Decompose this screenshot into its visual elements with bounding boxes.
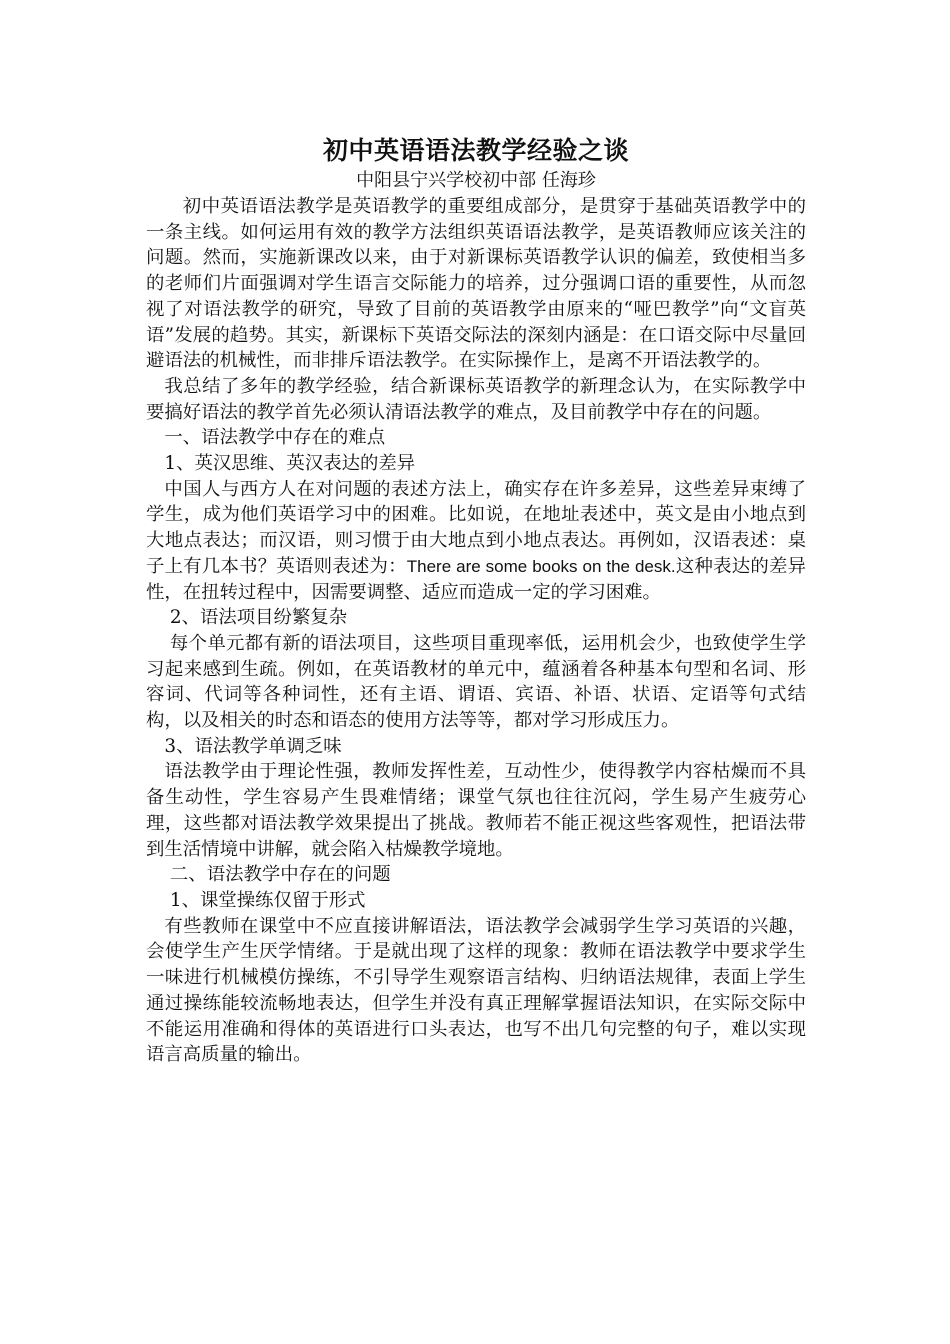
author-line: 中阳县宁兴学校初中部 任海珍 <box>356 170 596 191</box>
section-1-sub-3-paragraph: 语法教学由于理论性强，教师发挥性差，互动性少，使得教学内容枯燥而不具备生动性，学生容易产生畏难情绪；课堂气氛也往往沉闷，学生易产生疲劳心理，这些都对语法教学效果提出了挑战。教师若不能正视这些客观性，把语法带到生活情境中讲解，就会陷入枯燥教学境地。 <box>146 761 806 860</box>
section-1-sub-1-paragraph <box>146 477 806 606</box>
english-example-sentence: There are some books on the desk. <box>406 556 676 576</box>
section-2-sub-1-paragraph: 有些教师在课堂中不应直接讲解语法，语法教学会减弱学生学习英语的兴趣，会使学生产生厌学情绪。于是就出现了这样的现象：教师在语法教学中要求学生一味进行机械模仿操练，不引导学生观察语言结构、归纳语法规律，表面上学生通过操练能较流畅地表达，但学生并没有真正理解掌握语法知识，在实际交际中不能运用准确和得体的英语进行口头表达，也写不出几句完整的句子，难以实现语言高质量的输出。 <box>146 915 806 1066</box>
section-2-sub-1-heading: 1、课堂操练仅留于形式 <box>169 889 366 911</box>
document-title: 初中英语语法教学经验之谈 <box>322 136 629 165</box>
section-2-heading: 二、语法教学中存在的问题 <box>169 864 391 886</box>
paragraph-text-a: 中国人与西方人在对问题的表述方法上，确实存在许多差异，这些差异束缚了学生，成为他们英语学习中的困难。比如说，在地址表述中，英文是由小地点到大地点表达；而汉语，则习惯于由大地点到小地点表达。再例如，汉语表述：桌子上有几本书？英语则表述为： <box>146 478 806 577</box>
intro-paragraph-1: 初中英语语法教学是英语教学的重要组成部分，是贯穿于基础英语教学中的一条主线。如何运用有效的教学方法组织英语语法教学，是英语教师应该关注的问题。然而，实施新课改以来，由于对新课标英语教学认识的偏差，致使相当多的老师们片面强调对学生语言交际能力的培养，过分强调口语的重要性，从而忽视了对语法教学的研究，导致了目前的英语教学由原来的“哑巴教学”向“文盲英语”发展的趋势。其实，新课标下英语交际法的深刻内涵是：在口语交际中尽量回避语法的机械性，而非排斥语法教学。在实际操作上，是离不开语法教学的。 <box>146 196 806 372</box>
section-1-sub-2-heading: 2、语法项目纷繁复杂 <box>169 607 348 629</box>
paragraph-text-b: 这种表达的差异性，在扭转过程中，因需要调整、适应而造成一定的学习困难。 <box>146 555 806 603</box>
section-1-sub-1-heading: 1、英汉思维、英汉表达的差异 <box>164 453 416 475</box>
document-body <box>146 134 806 1068</box>
section-1-sub-3-heading: 3、语法教学单调乏味 <box>164 735 342 757</box>
intro-paragraph-2: 我总结了多年的教学经验，结合新课标英语教学的新理念认为，在实际教学中要搞好语法的教学首先必须认清语法教学的难点，及目前教学中存在的问题。 <box>146 375 806 423</box>
section-1-heading: 一、语法教学中存在的难点 <box>164 427 386 449</box>
section-1-sub-2-paragraph: 每个单元都有新的语法项目，这些项目重现率低，运用机会少，也致使学生学习起来感到生疏。例如，在英语教材的单元中，蕴涵着各种基本句型和名词、形容词、代词等各种词性，还有主语、谓语、宾语、补语、状语、定语等句式结构，以及相关的时态和语态的使用方法等等，都对学习形成压力。 <box>146 632 806 732</box>
